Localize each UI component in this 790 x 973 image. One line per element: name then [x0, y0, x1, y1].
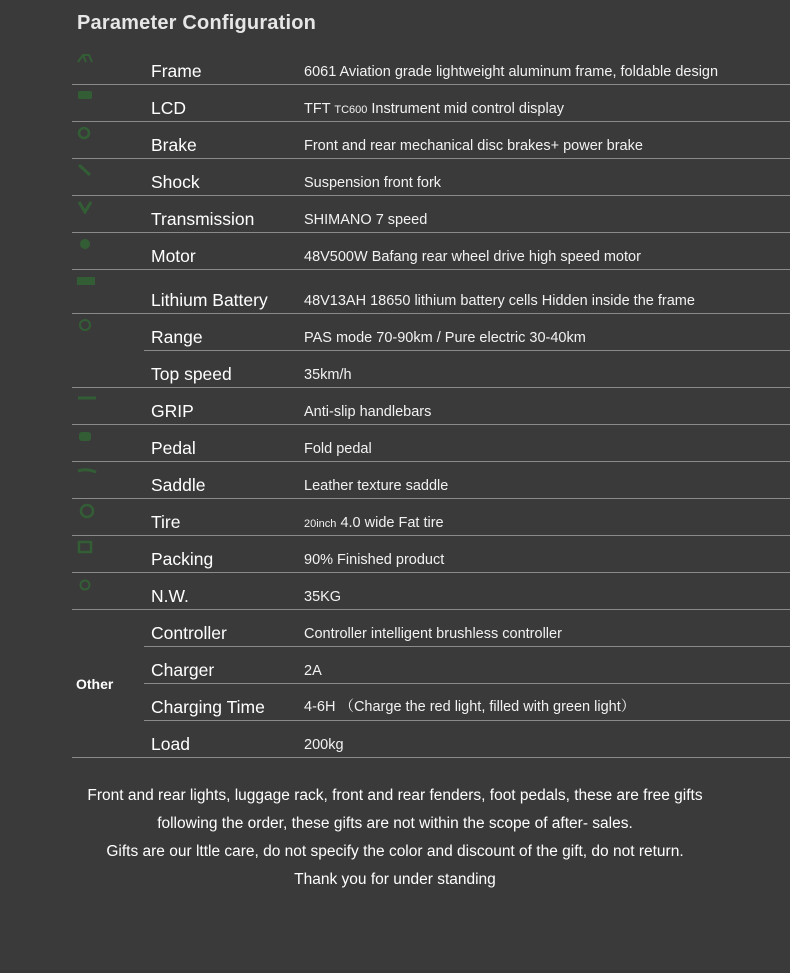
frame-icon: [76, 52, 94, 66]
row-value: 4-6H （Charge the red light, filled with green light）: [304, 699, 636, 715]
table-row: [72, 536, 790, 573]
note-line: Front and rear lights, luggage rack, front and rear fenders, foot pedals, these are free gifts: [87, 787, 703, 804]
row-label: Lithium Battery: [151, 290, 268, 310]
lcd-icon: [76, 89, 94, 103]
note-line: following the order, these gifts are not within the scope of after- sales.: [157, 815, 633, 832]
table-row: [72, 48, 790, 85]
row-label: Motor: [151, 246, 196, 266]
row-label: Top speed: [151, 364, 232, 384]
row-value: TFT TC600 Instrument mid control display: [304, 101, 565, 117]
row-label: Brake: [151, 135, 197, 155]
pedal-icon: [76, 429, 94, 443]
transmission-icon: [76, 200, 94, 214]
note-line: Gifts are our lttle care, do not specify the color and discount of the gift, do not return.: [106, 843, 684, 860]
row-label: Controller: [151, 623, 227, 643]
table-row: [72, 647, 790, 684]
row-label: Range: [151, 327, 203, 347]
row-value: Leather texture saddle: [304, 478, 449, 494]
row-label: Transmission: [151, 209, 255, 229]
note-line: Thank you for under standing: [294, 871, 496, 888]
row-value: Anti-slip handlebars: [304, 404, 432, 420]
gift-notes: [0, 782, 790, 894]
table-row: [72, 159, 790, 196]
table-row: [72, 270, 790, 314]
row-label: Frame: [151, 61, 202, 81]
shock-icon: [76, 163, 94, 177]
row-value: 48V500W Bafang rear wheel drive high speed motor: [304, 249, 641, 265]
row-value: 2A: [304, 663, 322, 679]
row-label: Charging Time: [151, 697, 265, 717]
table-row: [72, 425, 790, 462]
brake-icon: [76, 126, 94, 140]
row-value: Front and rear mechanical disc brakes+ power brake: [304, 138, 643, 154]
other-group: [72, 610, 790, 758]
table-row: [72, 721, 790, 758]
row-value: Suspension front fork: [304, 175, 442, 191]
parameter-table: [72, 48, 790, 758]
tire-icon: [76, 503, 94, 517]
row-label: Tire: [151, 512, 181, 532]
table-row: [72, 351, 790, 388]
table-row: [72, 122, 790, 159]
row-value: Fold pedal: [304, 441, 372, 457]
table-row: [72, 85, 790, 122]
table-row: [72, 499, 790, 536]
table-row: [72, 573, 790, 610]
table-row: [72, 314, 790, 351]
weight-icon: [76, 577, 94, 591]
table-row: [72, 196, 790, 233]
row-value: 35KG: [304, 589, 342, 605]
row-value: 6061 Aviation grade lightweight aluminum frame, foldable design: [304, 64, 719, 80]
motor-icon: [76, 237, 94, 251]
row-label: N.W.: [151, 586, 189, 606]
row-label: Pedal: [151, 438, 196, 458]
row-label: Charger: [151, 660, 215, 680]
row-label: GRIP: [151, 401, 194, 421]
row-label: Saddle: [151, 475, 206, 495]
table-row: [72, 684, 790, 721]
table-row: [72, 388, 790, 425]
row-label: LCD: [151, 98, 187, 118]
packing-icon: [76, 540, 94, 554]
row-value: 20inch 4.0 wide Fat tire: [304, 515, 444, 531]
row-value: Controller intelligent brushless controller: [304, 626, 562, 642]
row-label: Packing: [151, 549, 214, 569]
row-value: 200kg: [304, 737, 344, 753]
battery-icon: [76, 274, 94, 288]
row-value: 48V13AH 18650 lithium battery cells Hidden inside the frame: [304, 293, 695, 309]
table-row: [72, 462, 790, 499]
row-label: Load: [151, 734, 190, 754]
row-label: Shock: [151, 172, 200, 192]
row-value: 35km/h: [304, 367, 352, 383]
other-group-label: Other: [76, 676, 114, 692]
table-row: [72, 610, 790, 647]
range-icon: [76, 318, 94, 332]
grip-icon: [76, 392, 94, 406]
saddle-icon: [76, 466, 94, 480]
row-value: SHIMANO 7 speed: [304, 212, 428, 228]
row-value: 90% Finished product: [304, 552, 445, 568]
page-title: Parameter Configuration: [77, 12, 317, 34]
table-row: [72, 233, 790, 270]
row-value: PAS mode 70-90km / Pure electric 30-40km: [304, 330, 586, 346]
